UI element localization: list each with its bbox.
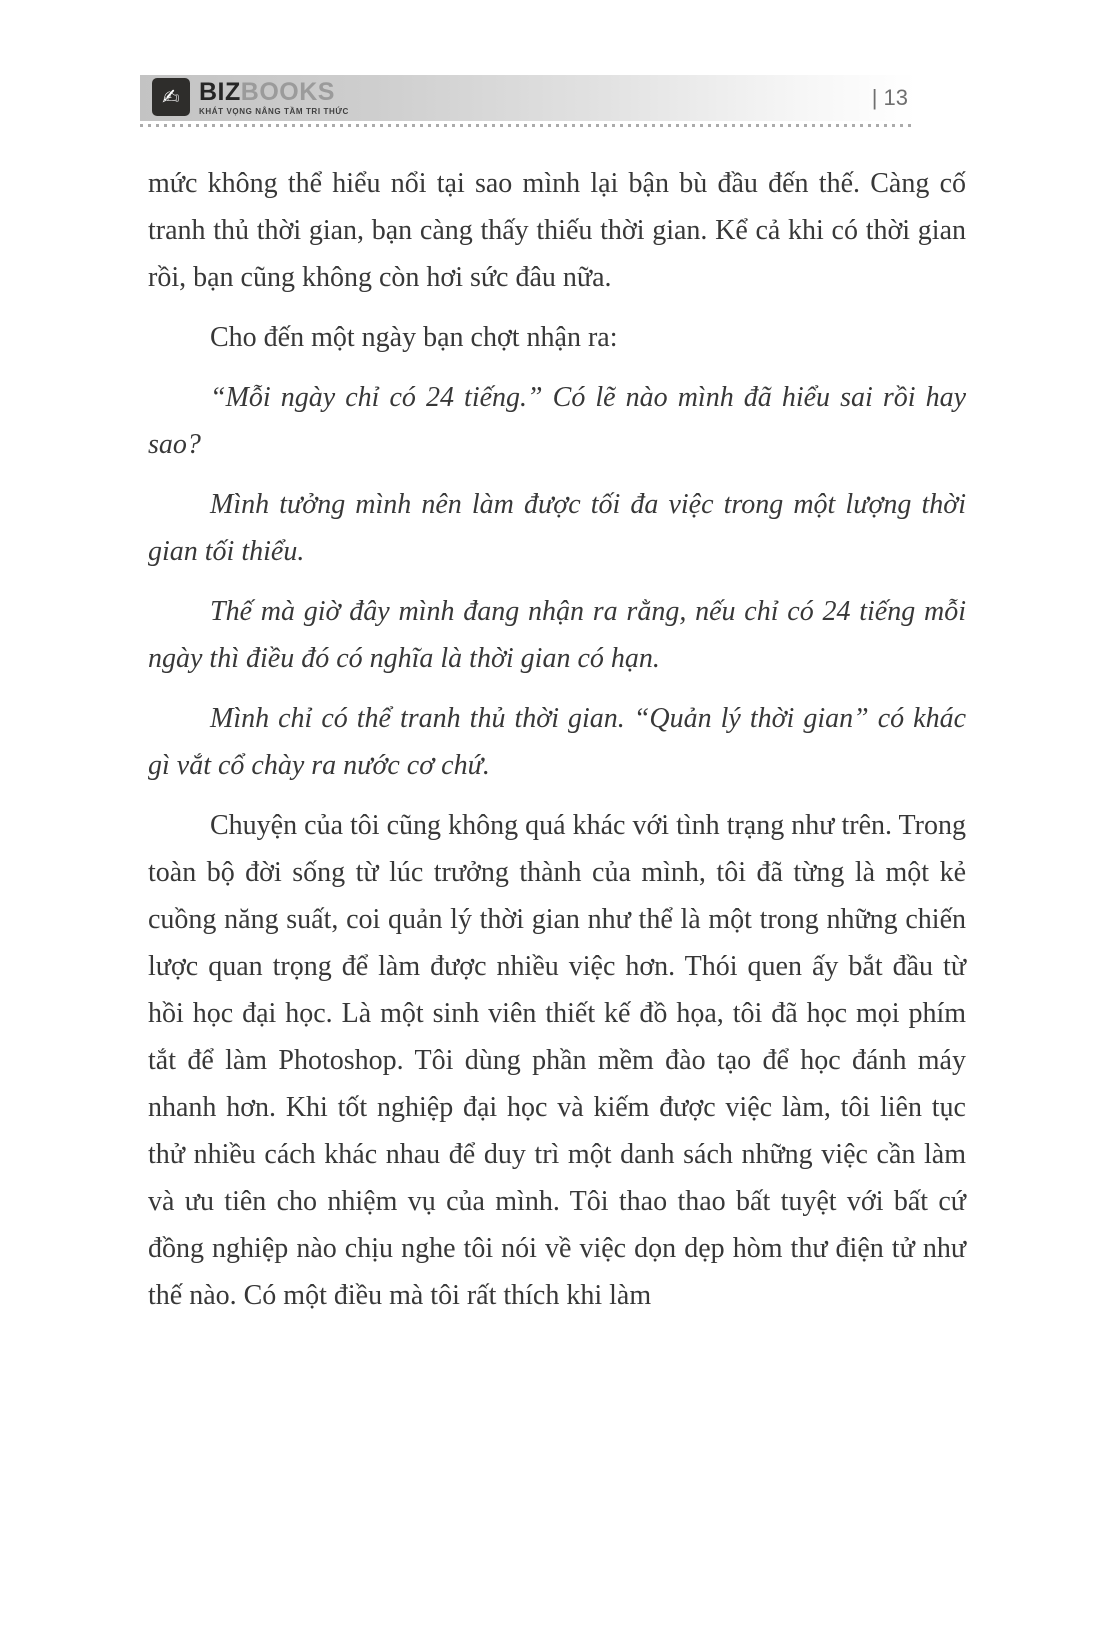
brand-block xyxy=(199,79,349,116)
paragraph: Chuyện của tôi cũng không quá khác với tình trạng như trên. Trong toàn bộ đời sống từ lúc trưởng thành của mình, tôi đã từng là một kẻ cuồng năng suất, coi quản lý thời gian như thể là một trong những chiến lược quan trọng để làm được nhiều việc hơn. Thói quen ấy bắt đầu từ hồi học đại học. Là một sinh viên thiết kế đồ họa, tôi đã học mọi phím tắt để làm Photoshop. Tôi dùng phần mềm đào tạo để học đánh máy nhanh hơn. Khi tốt nghiệp đại học và kiếm được việc làm, tôi liên tục thử nhiều cách khác nhau để duy trì một danh sách những việc cần làm và ưu tiên cho nhiệm vụ của mình. Tôi thao thao bất tuyệt với bất cứ đồng nghiệp nào chịu nghe tôi nói về việc dọn dẹp hòm thư điện tử như thế nào. Có một điều mà tôi rất thích khi làm xyxy=(148,810,966,1311)
header-perforation-line xyxy=(140,124,916,127)
page-header xyxy=(140,75,916,127)
paragraph: Cho đến một ngày bạn chợt nhận ra: xyxy=(210,322,618,353)
bizbooks-logo xyxy=(152,78,349,116)
brand-name xyxy=(199,79,349,105)
brand-biz: BIZ xyxy=(199,77,241,106)
brand-tagline: KHÁT VỌNG NÂNG TẦM TRI THỨC xyxy=(199,106,349,116)
bizbooks-logo-icon: ✍ xyxy=(152,78,190,116)
paragraph: Mình tưởng mình nên làm được tối đa việc trong một lượng thời gian tối thiểu. xyxy=(148,489,966,567)
paragraph: Mình chỉ có thể tranh thủ thời gian. “Quản lý thời gian” có khác gì vắt cổ chày ra nước cơ chứ. xyxy=(148,703,966,781)
paragraph: Thế mà giờ đây mình đang nhận ra rằng, nếu chỉ có 24 tiếng mỗi ngày thì điều đó có nghĩa là thời gian có hạn. xyxy=(148,596,966,674)
page-number: | 13 xyxy=(871,85,908,110)
paragraph: “Mỗi ngày chỉ có 24 tiếng.” Có lẽ nào mình đã hiểu sai rồi hay sao? xyxy=(148,382,966,460)
paragraph: mức không thể hiểu nổi tại sao mình lại bận bù đầu đến thế. Càng cố tranh thủ thời gian, bạn càng thấy thiếu thời gian. Kể cả khi có thời gian rồi, bạn cũng không còn hơi sức đâu nữa. xyxy=(148,168,966,293)
brand-books: BOOKS xyxy=(240,77,335,106)
page-body xyxy=(148,160,966,1332)
